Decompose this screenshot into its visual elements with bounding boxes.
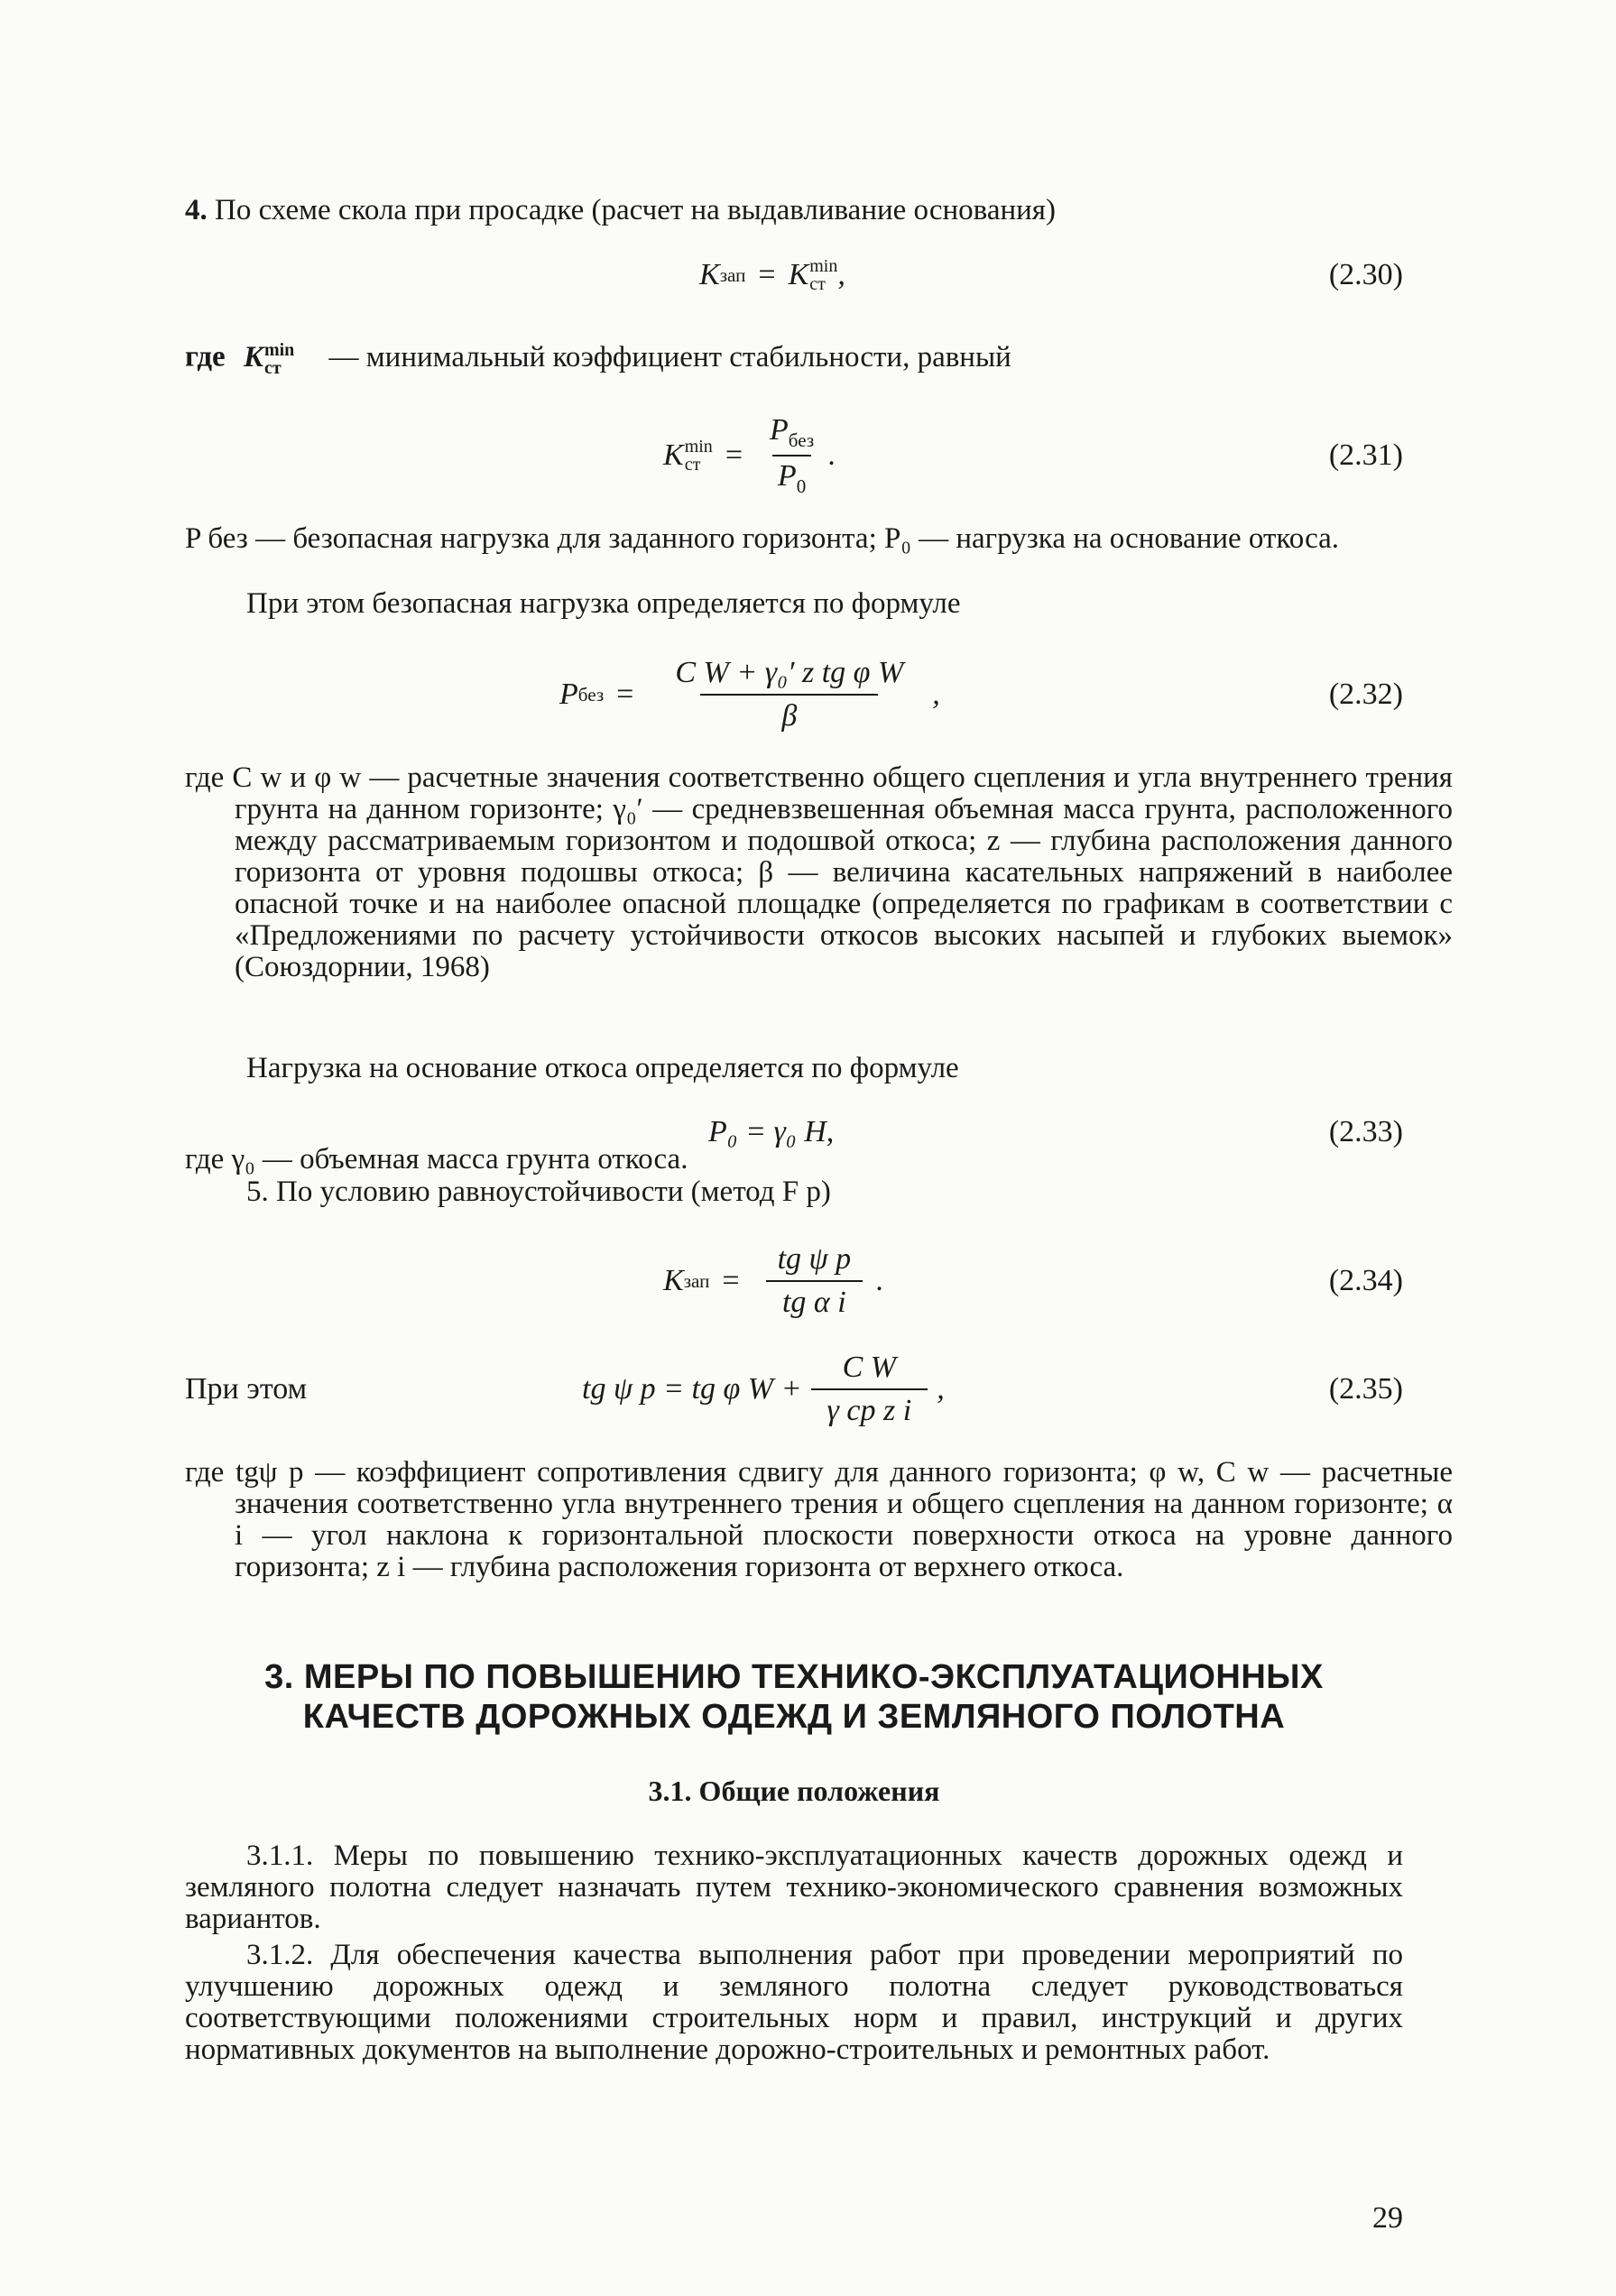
subsection-title: 3.1. Общие положения	[648, 1775, 940, 1807]
equation-2-35	[185, 1335, 1403, 1443]
eq-2-31-lhs: K	[663, 438, 684, 472]
page-number: 29	[1372, 2201, 1403, 2235]
eq-2-31-fraction	[764, 413, 819, 498]
eq-2-30-lhs: K	[699, 258, 720, 291]
paragraph-gamma0-definition: где γ₀ — объемная масса грунта откоса.	[185, 1143, 688, 1176]
eq-2-34-denominator: tg α i	[766, 1280, 863, 1320]
paragraph-3-1-1: 3.1.1. Меры по повышению технико-эксплуатационных качеств дорожных одежд и земляного полотна следует назначать путем технико-экономического сравнения возможных вариантов.	[185, 1840, 1403, 1935]
eq-2-32-numerator: C W + γ₀′ z tg φ W	[675, 656, 904, 689]
equation-2-34: K зап = $\frac{\text{tg ψ p}}{\text{tg α i}}$ . (2.34)	[185, 1227, 1403, 1335]
equation-number: (2.33)	[1328, 1115, 1403, 1148]
eq-2-31-lhs-sup: min	[684, 437, 713, 456]
definition-kmin	[185, 341, 1403, 377]
eq-2-31-numerator-sub: без	[788, 429, 815, 451]
item-5-heading: 5. По условию равноустойчивости (метод F p)	[246, 1176, 831, 1208]
eq-2-31-denominator: P	[777, 459, 797, 493]
eq-2-32-fraction	[655, 656, 923, 733]
eq-2-35-denominator: γ ср z i	[811, 1388, 928, 1428]
eq-2-35-fraction	[811, 1351, 928, 1428]
eq-2-30-lhs-sub: зап	[719, 263, 746, 286]
eq-2-32-lhs-sub: без	[577, 683, 605, 705]
eq-2-31-denominator-sub: 0	[796, 475, 807, 497]
section-title-line-1: 3. МЕРЫ ПО ПОВЫШЕНИЮ ТЕХНИКО-ЭКСПЛУАТАЦИОННЫХ	[264, 1658, 1324, 1696]
kmin-symbol: K	[243, 340, 263, 373]
equation-2-30: K зап = K min ст , (2.30)	[185, 230, 1403, 320]
paragraph-tgpsi-definition: где tgψ p — коэффициент сопротивления сдвигу для данного горизонта; φ w, C w — расчетные значения соответственно угла внутреннего трения и общего сцепления на данном горизонте; α i — угол наклона к горизонтальной плоскости поверхности откоса на уровне данного горизонта; z i — глубина расположения горизонта от верхнего откоса.	[185, 1456, 1453, 1583]
section-title-line-2: КАЧЕСТВ ДОРОЖНЫХ ОДЕЖД И ЗЕМЛЯНОГО ПОЛОТНА	[302, 1698, 1286, 1736]
eq-2-32-lhs: P	[559, 678, 578, 711]
eq-2-31-tail: .	[828, 438, 836, 472]
eq-2-33-body: P₀ = γ₀ H,	[708, 1115, 835, 1148]
equation-number: (2.32)	[1328, 678, 1403, 711]
equation-number: (2.35)	[1328, 1372, 1403, 1406]
eq-2-30-rhs-sub: ст	[809, 274, 826, 294]
eq-2-31-numerator: P	[770, 413, 789, 447]
eq-2-35-tail: ,	[937, 1372, 945, 1406]
paragraph-base-load-formula-intro: Нагрузка на основание откоса определяется по формуле	[246, 1052, 959, 1084]
eq-2-30-rhs: K	[788, 258, 809, 291]
paragraph-cw-phiw-definition: где C w и φ w — расчетные значения соответственно общего сцепления и угла внутреннего трения грунта на данном горизонте; γ₀′ — средневзвешенная объемная масса грунта, расположенного между рассматриваемым горизонтом и подошвой откоса; z — глубина расположения данного горизонта от уровня подошвы откоса; β — величина касательных напряжений в наиболее опасной точке и на наиболее опасной площадке (определяется по графикам в соответствии с «Предложениями по расчету устойчивости откосов высоких насыпей и глубоких выемок» (Союздорнии, 1968)	[185, 761, 1453, 983]
eq-2-34-numerator: tg ψ p	[777, 1242, 852, 1276]
paragraph-safe-load-formula-intro: При этом безопасная нагрузка определяется по формуле	[246, 587, 961, 620]
eq-2-30-rhs-sup: min	[809, 256, 838, 276]
kmin-sub: ст	[263, 358, 282, 378]
equation-2-31: K min ст = $\frac{P_{без}}{P_0}$ . (2.31)	[185, 410, 1403, 501]
eq-2-35-lhs: tg ψ p = tg φ W +	[582, 1372, 802, 1406]
item-4-heading	[185, 195, 1403, 226]
eq-2-35-numerator: C W	[842, 1351, 897, 1384]
eq-2-32-tail: ,	[932, 678, 940, 711]
eq-2-31-lhs-sub: ст	[684, 455, 701, 475]
eq-2-34-lhs-sub: зап	[683, 1269, 710, 1292]
eq-2-34-fraction	[762, 1242, 868, 1320]
where-label: где	[185, 340, 226, 373]
kmin-sup: min	[263, 340, 295, 360]
item-4-text: По схеме скола при просадке (расчет на выдавливание основания)	[215, 194, 1056, 226]
paragraph-3-1-2: 3.1.2. Для обеспечения качества выполнения работ при проведении мероприятий по улучшению дорожных одежд и земляного полотна следует руководствоваться соответствующими положениями строительных норм и правил, инструкций и других нормативных документов на выполнение дорожно-строительных и ремонтных работ.	[185, 1939, 1403, 2066]
equation-number: (2.30)	[1328, 258, 1403, 291]
eq-2-32-denominator: β	[700, 694, 878, 733]
equation-number: (2.31)	[1328, 438, 1403, 472]
eq-2-35-lead: При этом	[185, 1372, 308, 1406]
eq-2-34-tail: .	[876, 1264, 884, 1297]
kmin-definition-text: — минимальный коэффициент стабильности, равный	[328, 340, 1011, 373]
eq-2-30-tail: ,	[837, 258, 845, 291]
eq-2-34-lhs: K	[663, 1264, 684, 1297]
equation-number: (2.34)	[1328, 1264, 1403, 1297]
equation-2-32: P без = $\frac{\text{C W + γ₀′ z tg φ W}}{\beta}$ , (2.32)	[185, 641, 1403, 749]
paragraph-pbez-definition: P без — безопасная нагрузка для заданного горизонта; P₀ — нагрузка на основание откоса.	[185, 522, 1340, 555]
item-4-number: 4.	[185, 194, 208, 226]
